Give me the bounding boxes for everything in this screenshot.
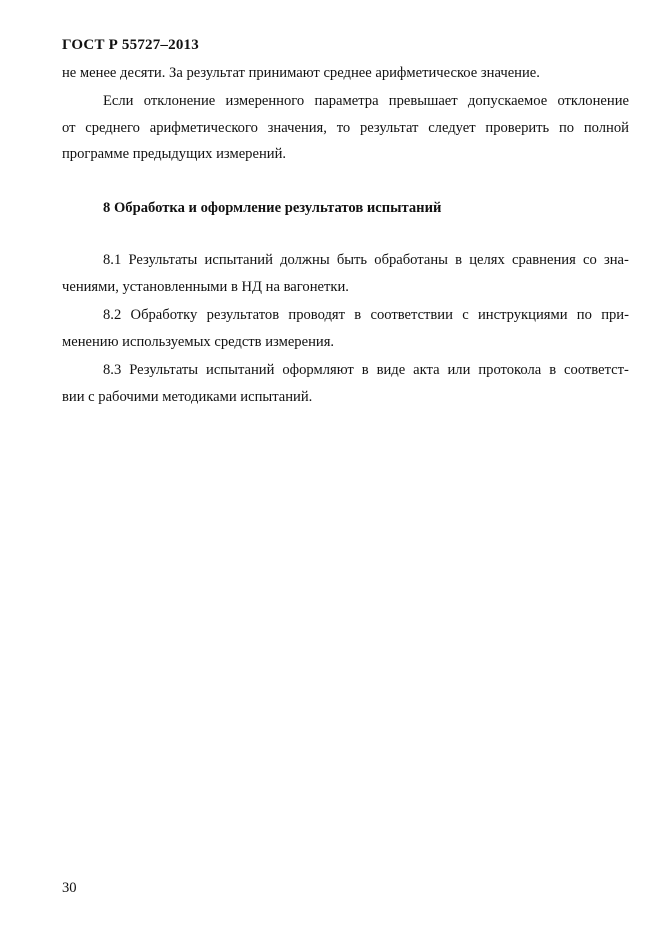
word: со [582,252,597,268]
word: в [455,252,463,268]
word: следует [428,120,476,136]
word: Если [103,93,134,109]
word: протокола [478,362,542,378]
word: 8.2 [103,307,122,323]
word: параметра [314,93,379,109]
word: допускаемое [467,93,548,109]
word: Результаты [129,362,199,378]
word: оформляют [282,362,354,378]
word: по [558,120,575,136]
word: при- [601,307,629,323]
intro-line: не менее десяти. За результат принимают среднее арифметическое значение. [62,65,540,81]
word: среднего [85,120,140,136]
word: зна- [603,252,629,268]
word: целях [469,252,505,268]
word: инструкциями [477,307,568,323]
word: сравнения [512,252,576,268]
word: испытаний [206,362,275,378]
word: арифметического [149,120,258,136]
word: соответст- [564,362,629,378]
word: отклонение [557,93,629,109]
word: с [462,307,469,323]
section-8-heading: 8 Обработка и оформление результатов испытаний [103,200,442,216]
word: Результаты [128,252,198,268]
word: измеренного [225,93,305,109]
word: в [549,362,557,378]
word: 8.1 [103,252,122,268]
paragraph-deviation-line-3: программе предыдущих измерений. [62,146,287,162]
word: должны [280,252,330,268]
word: результат [359,120,419,136]
word: быть [336,252,368,268]
word: 8.3 [103,362,122,378]
word: результатов [206,307,280,323]
word: акта [413,362,440,378]
word: полной [583,120,629,136]
document-code-header: ГОСТ Р 55727–2013 [62,37,199,53]
paragraph-deviation-line-2 [62,119,629,137]
clause-8-2-line-1 [103,306,629,324]
word: в [354,307,362,323]
word: по [576,307,592,323]
clause-8-2-line-2: менению используемых средств измерения. [62,334,335,350]
word: значения, [267,120,327,136]
clause-8-3-line-2: вии с рабочими методиками испытаний. [62,389,313,405]
clause-8-3-line-1 [103,361,629,379]
word: виде [376,362,406,378]
word: то [336,120,351,136]
word: или [447,362,471,378]
word: проводят [288,307,345,323]
word: от [62,120,76,136]
clause-8-1-line-2: чениями, установленными в НД на вагонетки. [62,279,349,295]
word: соответствии [370,307,453,323]
word: отклонение [143,93,216,109]
word: испытаний [204,252,273,268]
paragraph-deviation-line-1 [103,92,629,110]
page-number: 30 [62,880,77,896]
word: проверить [485,120,550,136]
word: обработаны [374,252,448,268]
clause-8-1-line-1 [103,251,629,269]
word: превышает [388,93,458,109]
word: в [361,362,369,378]
word: Обработку [130,307,198,323]
